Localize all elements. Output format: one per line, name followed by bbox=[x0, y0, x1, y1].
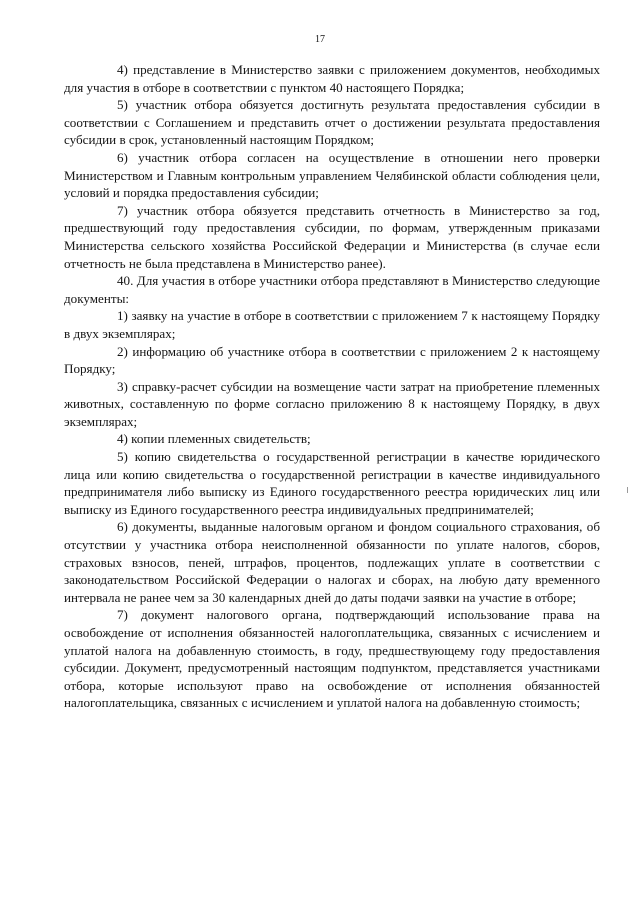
scan-speck bbox=[627, 487, 628, 493]
paragraph-item-4: 4) представление в Министерство заявки с приложением документов, необходимых для участия в отборе в соответствии с пунктом 40 настоящего Порядка; bbox=[64, 62, 600, 95]
paragraph-doc-1: 1) заявку на участие в отборе в соответствии с приложением 7 к настоящему Порядку в двух экземплярах; bbox=[64, 308, 600, 341]
paragraph-doc-2: 2) информацию об участнике отбора в соответствии с приложением 2 к настоящему Порядку; bbox=[64, 343, 600, 377]
page-number: 17 bbox=[315, 34, 325, 45]
paragraph-doc-4: 4) копии племенных свидетельств; bbox=[117, 431, 311, 447]
paragraph-clause-40: 40. Для участия в отборе участники отбора представляют в Министерство следующие документы: bbox=[64, 273, 600, 306]
document-body bbox=[64, 61, 600, 712]
paragraph-doc-6: 6) документы, выданные налоговым органом и фондом социального страхования, об отсутствии у участника отбора неисполненной обязанности по уплате налогов, сборов, страховых взносов, пеней, штрафов, процентов, подлежащих уплате в соответствии с законодательством Российской Федерации о налогах и сборах, на любую дату временного интервала не ранее чем за 30 календарных дней до даты подачи заявки на участие в отборе; bbox=[64, 519, 600, 605]
paragraph-item-6: 6) участник отбора согласен на осуществление в отношении него проверки Министерством и Главным контрольным управлением Челябинской области соблюдения цели, условий и порядка предоставления субсидии; bbox=[64, 149, 600, 201]
paragraph-item-7: 7) участник отбора обязуется представить отчетность в Министерство за год, предшествующий году предоставления субсидии, по формам, утвержденным приказами Министерства сельского хозяйства Российской Федерации и Министерства (в случае если отчетность не была представлена в Министерство ранее). bbox=[64, 202, 600, 271]
paragraph-doc-7: 7) документ налогового органа, подтверждающий использование права на освобождение от исполнения обязанностей налогоплательщика, связанных с исчислением и уплатой налога на добавленную стоимость, в году, предшествующему году предоставления субсидии. Документ, предусмотренный настоящим подпунктом, представляется участниками отбора, которые используют право на освобождение от исполнения обязанностей налогоплательщика, связанных с исчислением и уплатой налога на добавленную стоимость; bbox=[64, 607, 600, 711]
paragraph-doc-3: 3) справку-расчет субсидии на возмещение части затрат на приобретение племенных животных, составленную по форме согласно приложению 8 к настоящему Порядку, в двух экземплярах; bbox=[64, 378, 600, 429]
paragraph-item-5: 5) участник отбора обязуется достигнуть результата предоставления субсидии в соответствии с Соглашением и представить отчет о достижении результата предоставления субсидии в срок, установленный настоящим Порядком; bbox=[64, 97, 600, 148]
paragraph-doc-5: 5) копию свидетельства о государственной регистрации в качестве юридического лица или копию свидетельства о государственной регистрации в качестве индивидуального предпринимателя либо выписку из Единого государственного реестра юридических лиц или выписку из Единого государственного реестра индивидуальных предпринимателей; bbox=[64, 449, 600, 517]
